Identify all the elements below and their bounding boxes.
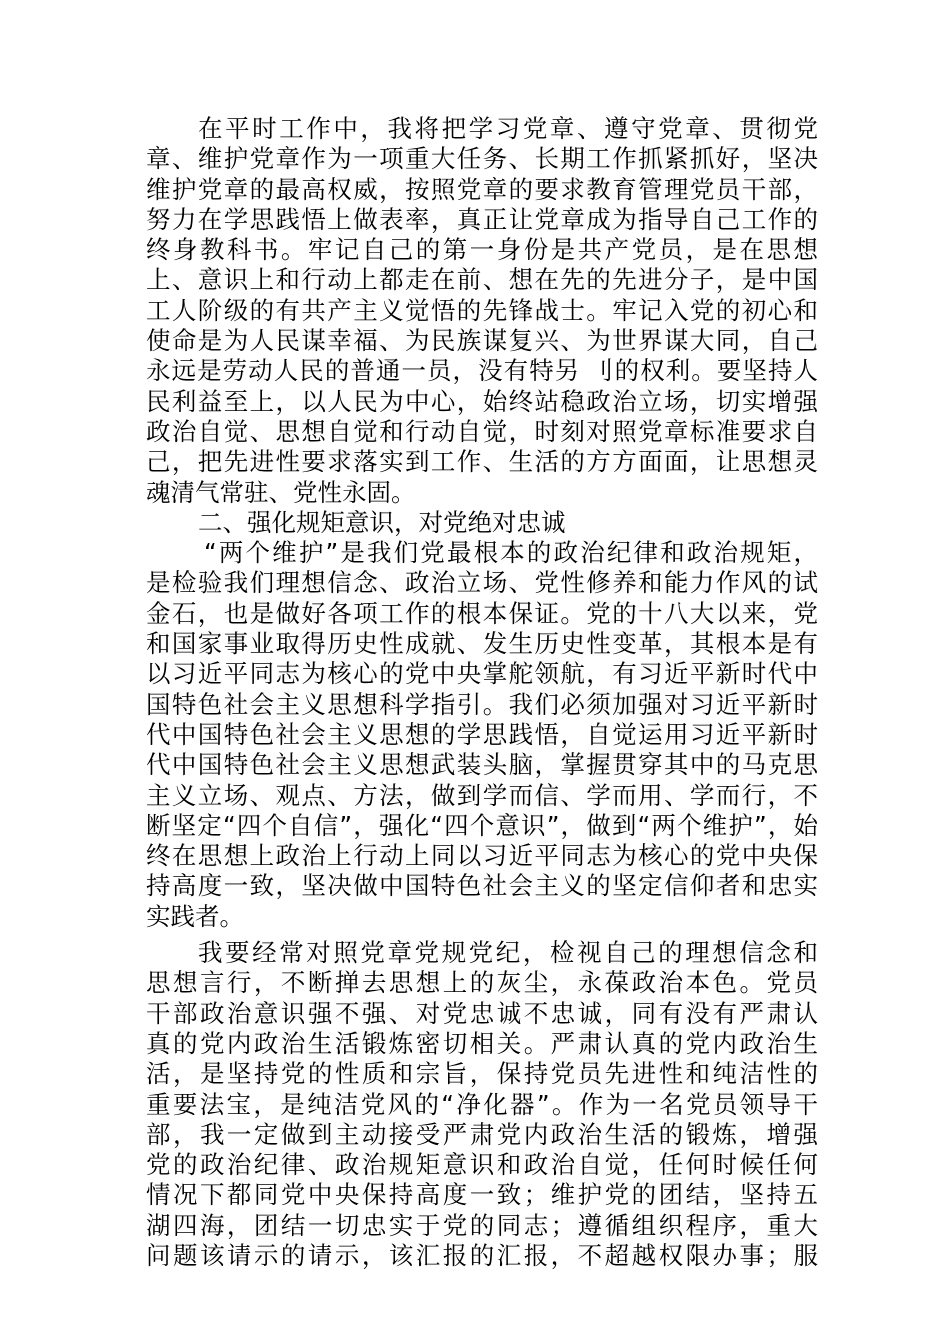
text-line: 和国家事业取得历史性成就、发生历史性变革，其根本是有 bbox=[146, 629, 818, 659]
section-heading: 二、强化规矩意识，对党绝对忠诚 bbox=[198, 507, 566, 537]
text-line: 己，把先进性要求落实到工作、生活的方方面面，让思想灵 bbox=[146, 447, 818, 477]
text-line: 终身教科书。牢记自己的第一身份是共产党员，是在思想 bbox=[146, 235, 818, 265]
text-line: 断坚定“四个自信”，强化“四个意识”，做到“两个维护”，始 bbox=[146, 810, 818, 840]
text-line: 以习近平同志为核心的党中央掌舵领航，有习近平新时代中 bbox=[146, 659, 818, 689]
document-body bbox=[146, 114, 818, 1271]
text-line: 主义立场、观点、方法，做到学而信、学而用、学而行，不 bbox=[146, 780, 818, 810]
text-line: 情况下都同党中央保持高度一致；维护党的团结，坚持五 bbox=[146, 1180, 818, 1210]
text-line: 在平时工作中，我将把学习党章、遵守党章、贯彻党 bbox=[198, 114, 818, 143]
text-line: 干部政治意识强不强、对党忠诚不忠诚，同有没有严肃认 bbox=[146, 998, 818, 1028]
text-line: 实践者。 bbox=[146, 901, 244, 931]
text-line: 上、意识上和行动上都走在前、想在先的先进分子，是中国 bbox=[146, 265, 818, 295]
text-line: 章、维护党章作为一项重大任务、长期工作抓紧抓好，坚决 bbox=[146, 144, 818, 174]
text-line: 魂清气常驻、党性永固。 bbox=[146, 477, 416, 507]
text-line: 活，是坚持党的性质和宗旨，保持党员先进性和纯洁性的 bbox=[146, 1059, 818, 1089]
text-line: 真的党内政治生活锻炼密切相关。严肃认真的党内政治生 bbox=[146, 1028, 818, 1058]
text-line: 永远是劳动人民的普通一员，没有特另 刂的权利。要坚持人 bbox=[146, 356, 818, 386]
text-line: 维护党章的最高权威，按照党章的要求教育管理党员干部， bbox=[146, 174, 818, 204]
text-line: 持高度一致，坚决做中国特色社会主义的坚定信仰者和忠实 bbox=[146, 871, 818, 901]
text-line: 代中国特色社会主义思想武装头脑，掌握贯穿其中的马克思 bbox=[146, 750, 818, 780]
paragraph-commitment-party-constitution bbox=[146, 114, 818, 508]
paragraph-two-safeguards bbox=[146, 538, 818, 932]
text-line: 重要法宝，是纯洁党风的“净化器”。作为一名党员领导干 bbox=[146, 1089, 818, 1119]
text-line: “两个维护”是我们党最根本的政治纪律和政治规矩， bbox=[204, 538, 818, 568]
text-line: 工人阶级的有共产主义觉悟的先锋战士。牢记入党的初心和 bbox=[146, 295, 818, 325]
text-line: 民利益至上，以人民为中心，始终站稳政治立场，切实增强 bbox=[146, 386, 818, 416]
text-line: 是检验我们理想信念、政治立场、党性修养和能力作风的试 bbox=[146, 568, 818, 598]
text-line: 努力在学思践悟上做表率，真正让党章成为指导自己工作的 bbox=[146, 204, 818, 234]
text-line: 湖四海，团结一切忠实于党的同志；遵循组织程序，重大 bbox=[146, 1210, 818, 1240]
text-line: 代中国特色社会主义思想的学思践悟，自觉运用习近平新时 bbox=[146, 719, 818, 749]
text-line: 问题该请示的请示，该汇报的汇报，不超越权限办事；服 bbox=[146, 1240, 818, 1270]
text-line: 政治自觉、思想自觉和行动自觉，时刻对照党章标准要求自 bbox=[146, 416, 818, 446]
paragraph-political-life bbox=[146, 938, 818, 1271]
text-line: 部，我一定做到主动接受严肃党内政治生活的锻炼，增强 bbox=[146, 1119, 818, 1149]
text-line: 终在思想上政治上行动上同以习近平同志为核心的党中央保 bbox=[146, 841, 818, 871]
text-line: 思想言行，不断掸去思想上的灰尘，永葆政治本色。党员 bbox=[146, 968, 818, 998]
text-line: 国特色社会主义思想科学指引。我们必须加强对习近平新时 bbox=[146, 689, 818, 719]
text-line: 党的政治纪律、政治规矩意识和政治自觉，任何时候任何 bbox=[146, 1150, 818, 1180]
text-line: 金石，也是做好各项工作的根本保证。党的十八大以来，党 bbox=[146, 598, 818, 628]
text-line: 使命是为人民谋幸福、为民族谋复兴、为世界谋大同，自己 bbox=[146, 326, 818, 356]
text-line: 我要经常对照党章党规党纪，检视自己的理想信念和 bbox=[198, 938, 818, 968]
